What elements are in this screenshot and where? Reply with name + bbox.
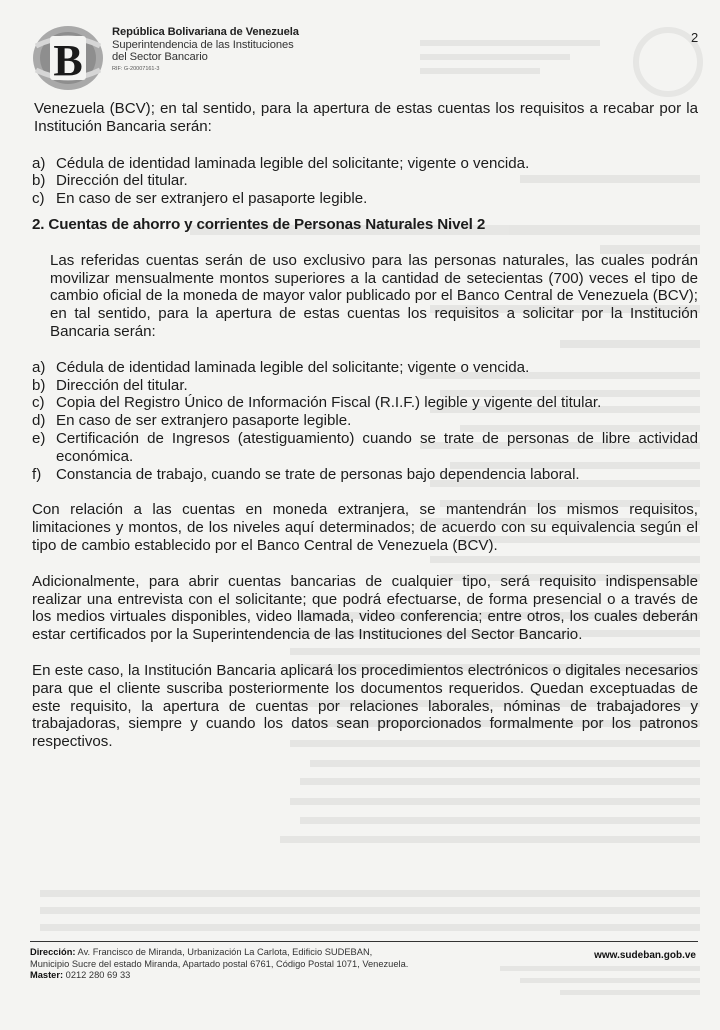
intro-paragraph: Venezuela (BCV); en tal sentido, para la apertura de estas cuentas los requisitos a recabar por la Institución Bancaria serán: — [34, 100, 698, 135]
electronic-procedures-paragraph: En este caso, la Institución Bancaria aplicará los procedimientos electrónicos o digitales necesarios para que el cliente suscriba posteriormente los documentos requeridos. Quedan exceptuadas de este requisito, la apertura de cuentas por relaciones laborales, nóminas de trabajadores y trabajadoras, siempre y cuando los datos sean proporcionados formalmente por los patronos respectivos. — [32, 661, 698, 751]
list-marker: c) — [32, 190, 45, 208]
foreign-currency-paragraph: Con relación a las cuentas en moneda extranjera, se mantendrán los mismos requisitos, limitaciones y montos, de los niveles aquí determinados; de acuerdo con su equivalencia según el tipo de cambio establecido por el Banco Central de Venezuela (BCV). — [32, 501, 698, 554]
list-marker: f) — [32, 465, 42, 483]
list-marker: b) — [32, 376, 46, 394]
list-item — [32, 359, 698, 377]
list-item — [32, 394, 698, 412]
interview-paragraph: Adicionalmente, para abrir cuentas bancarias de cualquier tipo, será requisito indispensable realizar una entrevista con el solicitante; que podrá efectuarse, de forma presencial o a través de los medios virtuales disponibles, video llamada, video conferencia; entre otros, los cuales deberán estar certificados por la Superintendencia de las Instituciones del Sector Bancario. — [32, 572, 698, 644]
list-marker: d) — [32, 412, 46, 430]
list-marker: c) — [32, 394, 45, 412]
letterhead — [30, 24, 690, 94]
list-text: Cédula de identidad laminada legible del solicitante; vigente o vencida. — [56, 154, 530, 172]
sudeban-logo — [30, 24, 105, 92]
institution-name — [112, 26, 299, 73]
footer-address-line-2: Municipio Sucre del estado Miranda, Apartado postal 6761, Código Postal 1071, Venezuela. — [30, 958, 409, 969]
footer-phone — [30, 970, 698, 982]
header-line-3: del Sector Bancario — [112, 51, 208, 64]
header-line-1: República Bolivariana de Venezuela — [112, 26, 299, 38]
list-item — [32, 412, 698, 430]
list-marker: a) — [32, 154, 46, 172]
list-item — [32, 190, 698, 208]
header-rif: RIF: G-20007161-3 — [112, 65, 160, 72]
list-item — [32, 466, 698, 484]
list-text: En caso de ser extranjero el pasaporte legible. — [56, 190, 368, 208]
document-body — [32, 100, 698, 751]
list-item — [32, 430, 698, 466]
footer-divider — [30, 941, 698, 942]
list-text: Dirección del titular. — [56, 376, 188, 394]
logo-letter: B — [53, 36, 83, 85]
list-marker: b) — [32, 172, 46, 190]
list-text: Constancia de trabajo, cuando se trate de personas bajo dependencia laboral. — [56, 465, 580, 483]
master-label: Master: — [30, 970, 64, 981]
list-item — [32, 172, 698, 190]
section-2-requirements-list — [32, 359, 698, 484]
intro-requirements-list — [32, 155, 698, 208]
header-line-2: Superintendencia de las Instituciones — [112, 38, 294, 51]
list-item — [32, 377, 698, 395]
list-marker: a) — [32, 358, 46, 376]
list-marker: e) — [32, 429, 46, 447]
list-text: Certificación de Ingresos (atestiguamiento) cuando se trate de personas de libre actividad económica. — [56, 429, 698, 465]
section-2-heading: 2. Cuentas de ahorro y corrientes de Personas Naturales Nivel 2 — [32, 215, 486, 233]
website-link[interactable]: www.sudeban.gob.ve — [594, 950, 696, 961]
section-2-paragraph: Las referidas cuentas serán de uso exclusivo para las personas naturales, las cuales podrán movilizar mensualmente montos superiores a la cantidad de setecientas (700) veces el tipo de cambio oficial de la moneda de mayor valor publicado por el Banco Central de Venezuela (BCV); en tal sentido, para la apertura de estas cuentas los requisitos a solicitar por la Institución Bancaria serán: — [50, 251, 698, 340]
list-text: Cédula de identidad laminada legible del solicitante; vigente o vencida. — [56, 358, 530, 376]
list-text: En caso de ser extranjero pasaporte legible. — [56, 412, 352, 430]
list-item — [32, 155, 698, 173]
master-phone: 0212 280 69 33 — [65, 970, 131, 981]
list-text: Dirección del titular. — [56, 172, 188, 190]
page-number: 2 — [691, 30, 699, 45]
list-text: Copia del Registro Único de Información Fiscal (R.I.F.) legible y vigente del titular. — [56, 394, 602, 412]
address-label: Dirección: — [30, 947, 76, 957]
address-text: Av. Francisco de Miranda, Urbanización La Carlota, Edificio SUDEBAN, — [77, 947, 373, 957]
footer — [30, 947, 698, 982]
